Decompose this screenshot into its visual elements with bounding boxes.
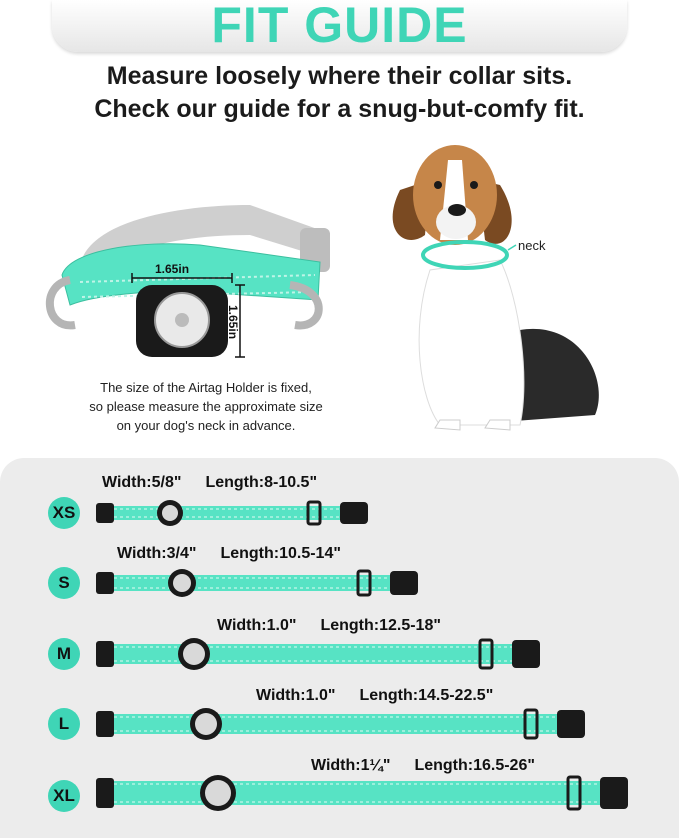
- neck-label: neck: [518, 238, 546, 253]
- subtitle-line-1: Measure loosely where their collar sits.: [106, 62, 573, 90]
- buckle-left-xl: [96, 778, 114, 808]
- size-badge-m: M: [48, 638, 80, 670]
- length-xs: Length:8-10.5": [205, 474, 318, 491]
- size-spec-l: [256, 687, 493, 705]
- airtag-s: [173, 574, 191, 592]
- width-xl: Width:1¼": [311, 757, 391, 774]
- buckle-right-s: [390, 571, 418, 595]
- buckle-right-xl: [600, 777, 628, 809]
- buckle-left-l: [96, 711, 114, 737]
- airtag-l: [195, 713, 217, 735]
- size-spec-xl: [311, 757, 535, 775]
- width-l: Width:1.0": [256, 687, 336, 704]
- size-badge-xl: XL: [48, 780, 80, 812]
- subtitle-line-2: Check our guide for a snug-but-comfy fit.: [94, 95, 585, 123]
- width-xs: Width:5/8": [102, 474, 182, 491]
- size-spec-m: [217, 617, 441, 635]
- size-badge-l: L: [48, 708, 80, 740]
- size-spec-s: [117, 545, 341, 563]
- buckle-right-l: [557, 710, 585, 738]
- length-xl: Length:16.5-26": [414, 757, 535, 774]
- buckle-right-m: [512, 640, 540, 668]
- airtag-xs: [162, 505, 178, 521]
- airtag-height-dimension: 1.65in: [226, 305, 240, 340]
- size-badge-s: S: [48, 567, 80, 599]
- airtag-holder-note: The size of the Airtag Holder is fixed, so please measure the approximate size on your dog's neck in advance.: [89, 380, 323, 433]
- length-s: Length:10.5-14": [220, 545, 341, 562]
- length-l: Length:14.5-22.5": [359, 687, 494, 704]
- size-badge-xs: XS: [48, 497, 80, 529]
- page-title: FIT GUIDE: [211, 0, 468, 53]
- airtag-xl: [205, 780, 231, 806]
- airtag-m: [183, 643, 205, 665]
- size-spec-xs: [102, 474, 317, 492]
- width-s: Width:3/4": [117, 545, 197, 562]
- buckle-left-xs: [96, 503, 114, 523]
- buckle-left-m: [96, 641, 114, 667]
- buckle-left-s: [96, 572, 114, 594]
- length-m: Length:12.5-18": [320, 617, 441, 634]
- width-m: Width:1.0": [217, 617, 297, 634]
- airtag-width-dimension: 1.65in: [155, 262, 190, 276]
- buckle-right-xs: [340, 502, 368, 524]
